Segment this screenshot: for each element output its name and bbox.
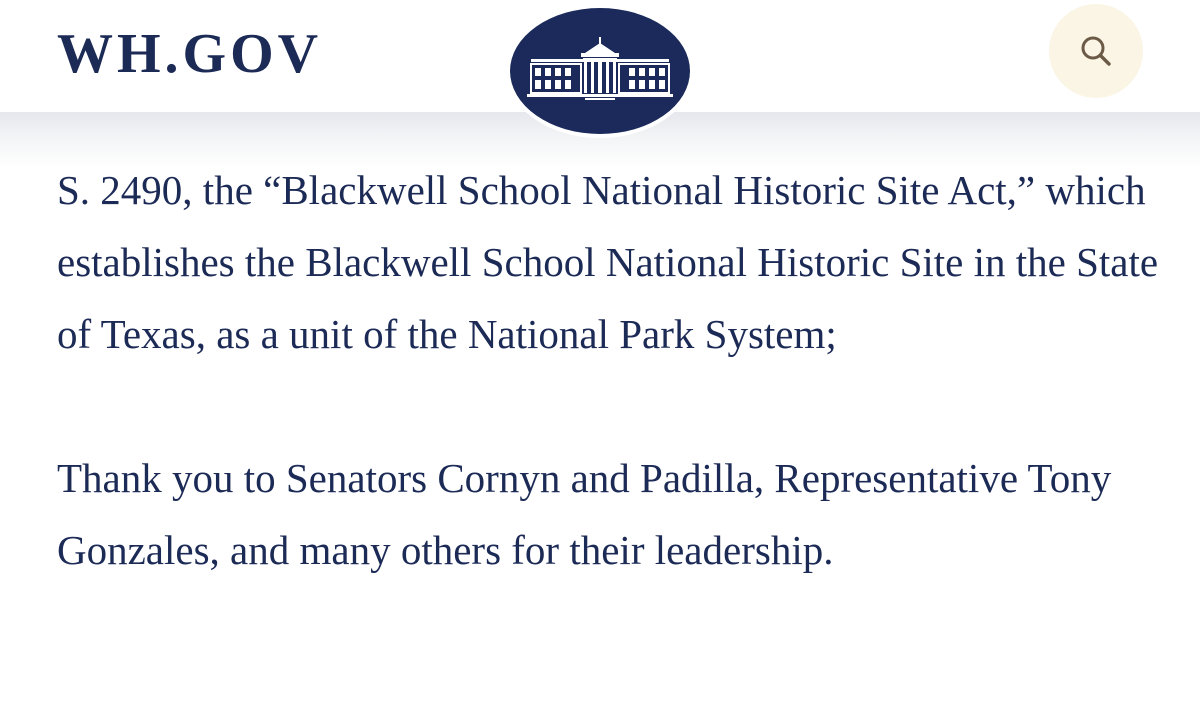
article-body — [57, 154, 1167, 586]
site-logo-link[interactable]: WH.GOV — [57, 23, 323, 85]
paragraph-thanks: Thank you to Senators Cornyn and Padilla, Representative Tony Gonzales, and many others for their leadership. — [57, 455, 1112, 573]
search-icon — [1078, 33, 1114, 69]
seal-badge — [510, 8, 690, 134]
paragraph-bill-description: S. 2490, the “Blackwell School National Historic Site Act,” which establishes the Blackwell School National Historic Site in the State of Texas, as a unit of the National Park System; — [57, 167, 1159, 357]
white-house-seal-link[interactable] — [506, 4, 694, 138]
search-button[interactable] — [1049, 4, 1143, 98]
white-house-seal-icon — [525, 31, 675, 111]
